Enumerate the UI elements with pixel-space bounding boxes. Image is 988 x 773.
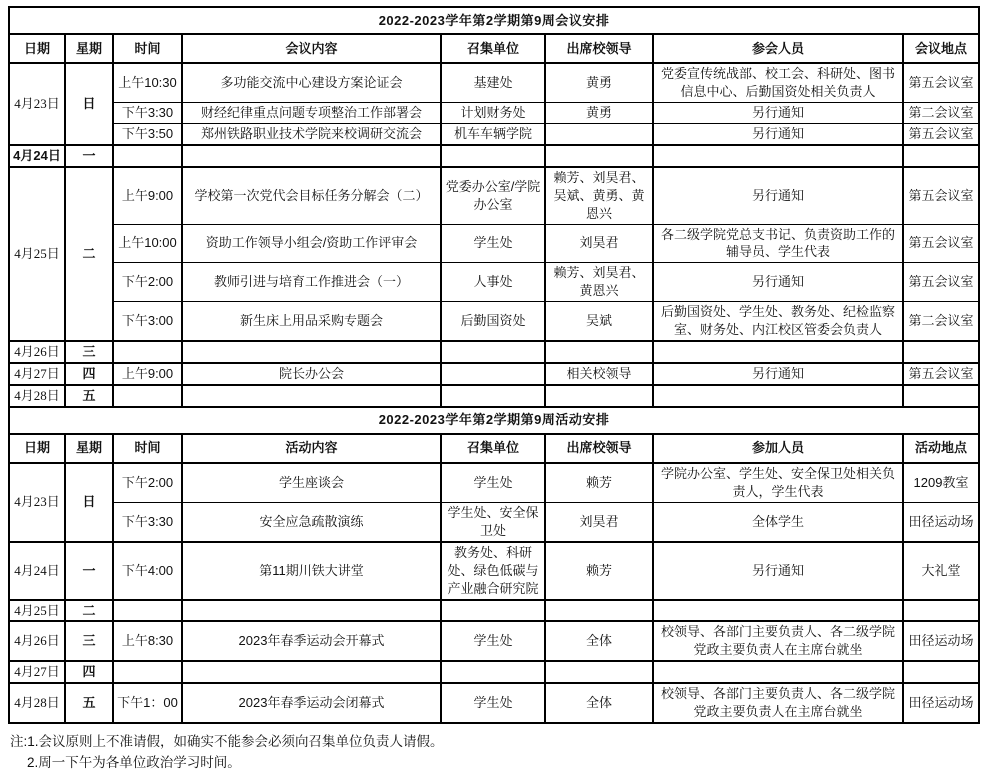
- table-cell: [653, 661, 903, 683]
- table-title: 2022-2023学年第2学期第9周活动安排: [9, 407, 979, 434]
- table-row: [9, 621, 979, 661]
- table-cell: 相关校领导: [545, 363, 653, 385]
- table-cell: 田径运动场: [903, 683, 979, 723]
- table-cell: [441, 385, 545, 407]
- table-cell: 另行通知: [653, 102, 903, 123]
- column-header: 星期: [65, 434, 113, 463]
- column-header: 参会人员: [653, 34, 903, 63]
- table-row: [9, 341, 979, 363]
- table-cell: 第五会议室: [903, 363, 979, 385]
- table-cell: 上午10:00: [113, 224, 182, 263]
- table-cell: 4月28日: [9, 683, 65, 723]
- table-cell: 4月23日: [9, 463, 65, 542]
- table-cell: 4月23日: [9, 63, 65, 145]
- table-cell: 4月24日: [9, 542, 65, 600]
- table-cell: 4月25日: [9, 167, 65, 341]
- table-cell: 学生处、安全保卫处: [441, 502, 545, 541]
- table-cell: [441, 341, 545, 363]
- table-row: [9, 302, 979, 341]
- table-row: [9, 463, 979, 502]
- table-cell: 田径运动场: [903, 502, 979, 541]
- table-cell: 后勤国资处、学生处、教务处、纪检监察室、财务处、内江校区管委会负责人: [653, 302, 903, 341]
- table-cell: 学生座谈会: [182, 463, 441, 502]
- table-cell: 全体: [545, 621, 653, 661]
- column-header: 会议地点: [903, 34, 979, 63]
- table-cell: 第五会议室: [903, 167, 979, 224]
- table-cell: 机车车辆学院: [441, 123, 545, 144]
- table-cell: 另行通知: [653, 542, 903, 600]
- table-cell: 吴斌: [545, 302, 653, 341]
- table-cell: 2023年春季运动会开幕式: [182, 621, 441, 661]
- table-cell: 二: [65, 600, 113, 622]
- table-cell: [441, 600, 545, 622]
- table-cell: 学生处: [441, 463, 545, 502]
- table-cell: [182, 341, 441, 363]
- table-row: [9, 407, 979, 434]
- table-cell: [182, 661, 441, 683]
- table-row: [9, 7, 979, 34]
- table-cell: 安全应急疏散演练: [182, 502, 441, 541]
- table-cell: 另行通知: [653, 263, 903, 302]
- table-cell: [903, 385, 979, 407]
- table-cell: [113, 341, 182, 363]
- table-cell: 党委办公室/学院办公室: [441, 167, 545, 224]
- table-cell: 上午8:30: [113, 621, 182, 661]
- table-cell: 各二级学院党总支书记、负责资助工作的辅导员、学生代表: [653, 224, 903, 263]
- table-cell: [113, 661, 182, 683]
- table-cell: 4月24日: [9, 145, 65, 167]
- table-row: [9, 385, 979, 407]
- table-cell: 另行通知: [653, 123, 903, 144]
- table-cell: 上午10:30: [113, 63, 182, 102]
- table-cell: 日: [65, 63, 113, 145]
- table-row: [9, 363, 979, 385]
- table-cell: 学生处: [441, 224, 545, 263]
- table-cell: 一: [65, 145, 113, 167]
- table-cell: 黄勇: [545, 63, 653, 102]
- table-cell: 全体: [545, 683, 653, 723]
- table-cell: 下午2:00: [113, 263, 182, 302]
- table-cell: 刘昊君: [545, 502, 653, 541]
- table-cell: 第二会议室: [903, 102, 979, 123]
- table-cell: 基建处: [441, 63, 545, 102]
- table-cell: 学生处: [441, 621, 545, 661]
- table-row: [9, 434, 979, 463]
- table-cell: 学生处: [441, 683, 545, 723]
- column-header: 活动地点: [903, 434, 979, 463]
- table-cell: 赖芳: [545, 542, 653, 600]
- table-cell: [653, 385, 903, 407]
- column-header: 会议内容: [182, 34, 441, 63]
- table-cell: 第二会议室: [903, 302, 979, 341]
- table-cell: 五: [65, 385, 113, 407]
- table-cell: [545, 123, 653, 144]
- table-cell: 第11期川铁大讲堂: [182, 542, 441, 600]
- column-header: 活动内容: [182, 434, 441, 463]
- table-row: [9, 263, 979, 302]
- table-cell: [903, 341, 979, 363]
- table-cell: [113, 600, 182, 622]
- table-cell: [903, 145, 979, 167]
- table-cell: [545, 385, 653, 407]
- table-cell: [653, 341, 903, 363]
- table-cell: 学校第一次党代会目标任务分解会（二）: [182, 167, 441, 224]
- table-cell: 4月27日: [9, 363, 65, 385]
- table-cell: 田径运动场: [903, 621, 979, 661]
- column-header: 出席校领导: [545, 434, 653, 463]
- table-cell: 四: [65, 363, 113, 385]
- column-header: 召集单位: [441, 434, 545, 463]
- table-cell: 后勤国资处: [441, 302, 545, 341]
- table-cell: 4月26日: [9, 621, 65, 661]
- table-cell: 一: [65, 542, 113, 600]
- table-cell: [545, 145, 653, 167]
- table-cell: 4月25日: [9, 600, 65, 622]
- table-cell: [653, 145, 903, 167]
- table-cell: 校领导、各部门主要负责人、各二级学院党政主要负责人在主席台就坐: [653, 683, 903, 723]
- table-row: [9, 102, 979, 123]
- footnote-line-1: 注:1.会议原则上不准请假，如确实不能参会必须向召集单位负责人请假。: [10, 734, 444, 750]
- table-cell: 4月26日: [9, 341, 65, 363]
- table-cell: 第五会议室: [903, 224, 979, 263]
- column-header: 日期: [9, 434, 65, 463]
- table-row: [9, 123, 979, 144]
- table-cell: 五: [65, 683, 113, 723]
- table-cell: 刘昊君: [545, 224, 653, 263]
- activity-schedule-table: [8, 406, 980, 724]
- table-cell: 大礼堂: [903, 542, 979, 600]
- table-cell: 下午4:00: [113, 542, 182, 600]
- table-cell: 2023年春季运动会闭幕式: [182, 683, 441, 723]
- table-cell: 第五会议室: [903, 123, 979, 144]
- table-cell: 下午3:30: [113, 502, 182, 541]
- table-cell: [441, 363, 545, 385]
- table-cell: 另行通知: [653, 167, 903, 224]
- table-cell: 第五会议室: [903, 263, 979, 302]
- table-row: [9, 34, 979, 63]
- table-cell: 1209教室: [903, 463, 979, 502]
- table-cell: [182, 145, 441, 167]
- table-cell: 下午2:00: [113, 463, 182, 502]
- column-header: 星期: [65, 34, 113, 63]
- table-cell: [903, 600, 979, 622]
- table-cell: [545, 661, 653, 683]
- table-row: [9, 167, 979, 224]
- table-row: [9, 661, 979, 683]
- table-cell: 上午9:00: [113, 167, 182, 224]
- table-cell: 四: [65, 661, 113, 683]
- table-cell: [113, 385, 182, 407]
- table-cell: [113, 145, 182, 167]
- table-cell: 多功能交流中心建设方案论证会: [182, 63, 441, 102]
- table-cell: 下午3:00: [113, 302, 182, 341]
- table-cell: 全体学生: [653, 502, 903, 541]
- table-cell: 校领导、各部门主要负责人、各二级学院党政主要负责人在主席台就坐: [653, 621, 903, 661]
- table-cell: 计划财务处: [441, 102, 545, 123]
- table-cell: [653, 600, 903, 622]
- table-cell: 黄勇: [545, 102, 653, 123]
- meeting-schedule-table: [8, 6, 980, 408]
- footnote-line-2: 2.周一下午为各单位政治学习时间。: [27, 755, 241, 771]
- column-header: 日期: [9, 34, 65, 63]
- table-cell: 下午3:50: [113, 123, 182, 144]
- table-title: 2022-2023学年第2学期第9周会议安排: [9, 7, 979, 34]
- table-cell: 4月27日: [9, 661, 65, 683]
- table-cell: 资助工作领导小组会/资助工作评审会: [182, 224, 441, 263]
- footnotes: [10, 731, 988, 773]
- table-cell: 第五会议室: [903, 63, 979, 102]
- table-cell: 院长办公会: [182, 363, 441, 385]
- table-cell: 新生床上用品采购专题会: [182, 302, 441, 341]
- table-row: [9, 683, 979, 723]
- table-cell: 赖芳: [545, 463, 653, 502]
- table-cell: 三: [65, 341, 113, 363]
- table-cell: 日: [65, 463, 113, 542]
- table-cell: 4月28日: [9, 385, 65, 407]
- column-header: 出席校领导: [545, 34, 653, 63]
- table-cell: [441, 661, 545, 683]
- table-cell: 学院办公室、学生处、安全保卫处相关负责人，学生代表: [653, 463, 903, 502]
- column-header: 参加人员: [653, 434, 903, 463]
- table-cell: 赖芳、刘昊君、黄恩兴: [545, 263, 653, 302]
- table-row: [9, 600, 979, 622]
- table-cell: 上午9:00: [113, 363, 182, 385]
- table-cell: 三: [65, 621, 113, 661]
- table-row: [9, 63, 979, 102]
- table-row: [9, 502, 979, 541]
- table-cell: 另行通知: [653, 363, 903, 385]
- table-cell: [441, 145, 545, 167]
- column-header: 时间: [113, 434, 182, 463]
- table-row: [9, 145, 979, 167]
- column-header: 时间: [113, 34, 182, 63]
- table-cell: [182, 385, 441, 407]
- column-header: 召集单位: [441, 34, 545, 63]
- table-cell: 下午3:30: [113, 102, 182, 123]
- table-cell: 郑州铁路职业技术学院来校调研交流会: [182, 123, 441, 144]
- table-row: [9, 224, 979, 263]
- table-cell: 党委宣传统战部、校工会、科研处、图书信息中心、后勤国资处相关负责人: [653, 63, 903, 102]
- table-cell: 教师引进与培育工作推进会（一）: [182, 263, 441, 302]
- table-cell: 赖芳、刘昊君、吴斌、黄勇、黄恩兴: [545, 167, 653, 224]
- table-cell: 财经纪律重点问题专项整治工作部署会: [182, 102, 441, 123]
- table-cell: 二: [65, 167, 113, 341]
- table-row: [9, 542, 979, 600]
- table-cell: [545, 341, 653, 363]
- table-cell: [182, 600, 441, 622]
- table-cell: 下午1：00: [113, 683, 182, 723]
- table-cell: 人事处: [441, 263, 545, 302]
- table-cell: 教务处、科研处、绿色低碳与产业融合研究院: [441, 542, 545, 600]
- table-cell: [903, 661, 979, 683]
- table-cell: [545, 600, 653, 622]
